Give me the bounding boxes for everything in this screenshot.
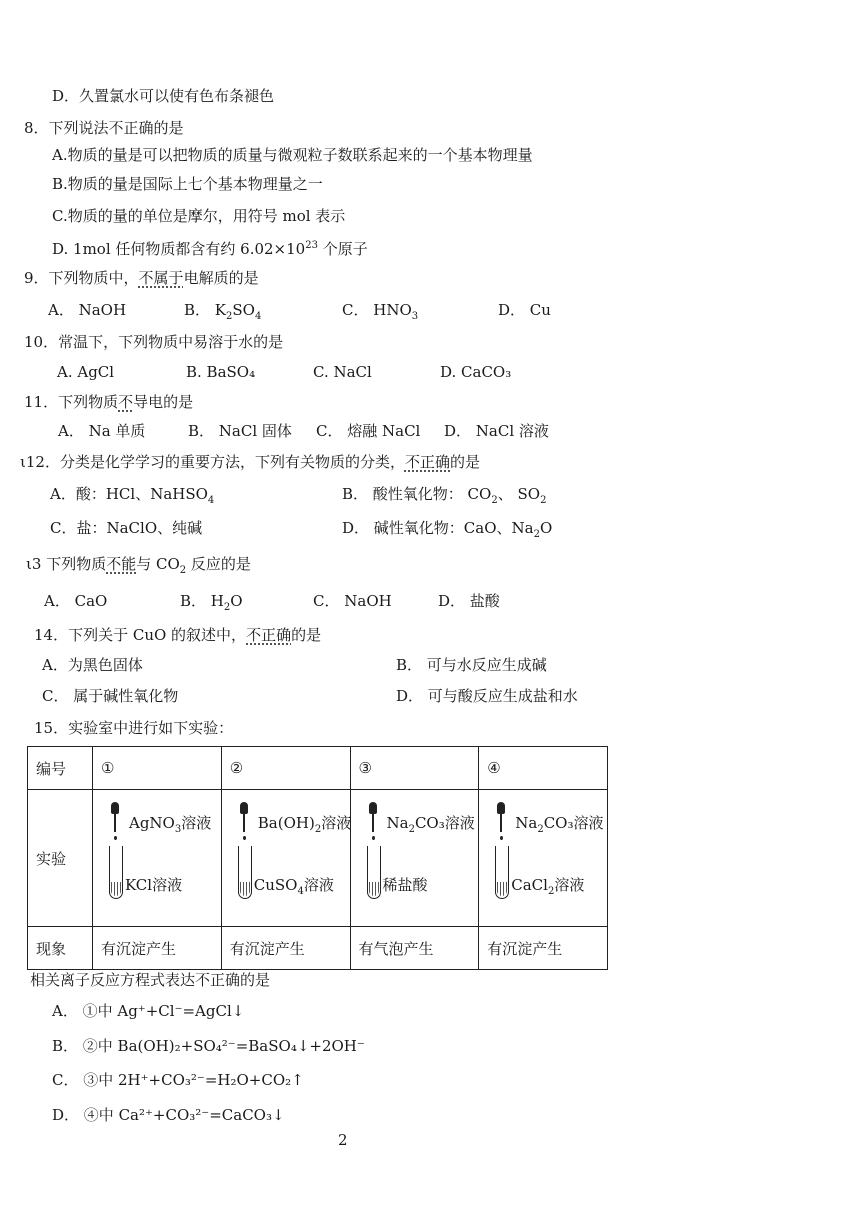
q9c-sub: 3: [411, 311, 419, 322]
drop-icon: [243, 836, 246, 840]
reagent-added: $Ba(OH)_2$溶液: [257, 814, 352, 835]
q9-pre: 9．下列物质中，: [24, 269, 139, 287]
q11-stem: [24, 392, 193, 412]
reagent-in-tube: CuSO$_4$溶液: [253, 876, 334, 897]
table-experiment-label: 实验: [28, 790, 93, 927]
experiment-cell-2: [221, 790, 350, 927]
phenomenon-2: 有沉淀产生: [221, 927, 350, 970]
experiment-cell-4: [479, 790, 608, 927]
q14-post: 的是: [291, 626, 322, 644]
q13b-sub: 2: [223, 602, 231, 613]
q9-option-c: [342, 300, 418, 327]
q13-option-c: C． NaOH: [313, 592, 392, 610]
q12-option-a: [50, 484, 214, 511]
q9c-pre: C． HNO: [342, 301, 412, 319]
table-row-header: [28, 747, 608, 790]
q8-option-a: A.物质的量是可以把物质的质量与微观粒子数联系起来的一个基本物理量: [52, 146, 533, 164]
reagent-in-tube: KCl溶液: [125, 876, 183, 894]
q11-post: 导电的是: [133, 393, 194, 411]
q8-option-c: C.物质的量的单位是摩尔，用符号 mol 表示: [52, 207, 346, 225]
test-tube-icon: [109, 846, 123, 899]
table-row-experiment: [28, 790, 608, 927]
q11-pre: 11．下列物质: [24, 393, 119, 411]
drop-icon: [114, 836, 117, 840]
experiment-cell-1: [93, 790, 222, 927]
q12-option-d: [342, 518, 552, 545]
q12b-mid: 、 SO: [497, 485, 541, 503]
q15-option-d: D． ④中 Ca²⁺+CO₃²⁻=CaCO₃↓: [52, 1106, 285, 1124]
q14-stem: [34, 625, 321, 645]
q13-sub: 2: [179, 565, 187, 576]
q12-option-b: [342, 484, 546, 511]
q9b-pre: B． K: [184, 301, 226, 319]
q11-option-d: D． NaCl 溶液: [444, 422, 549, 440]
q8-option-d: [52, 236, 368, 259]
dropper-icon: [498, 802, 504, 832]
q15-stem: 15．实验室中进行如下实验：: [34, 719, 234, 737]
q12d-post: O: [539, 519, 553, 537]
dropper-icon: [241, 802, 247, 832]
table-header-2: ②: [221, 747, 350, 790]
q10-option-a: A. AgCl: [57, 363, 115, 381]
table-header-label: 编号: [28, 747, 93, 790]
reagent-in-tube: CaCl$_2$溶液: [511, 876, 585, 897]
phenomenon-3: 有气泡产生: [350, 927, 479, 970]
test-tube-icon: [367, 846, 381, 899]
table-row-phenomenon: [28, 927, 608, 970]
q14-option-b: B． 可与水反应生成碱: [396, 656, 547, 674]
reagent-added: $Na_2CO_3$溶液: [386, 814, 475, 835]
q10-stem: 10．常温下，下列物质中易溶于水的是: [24, 333, 284, 351]
phenomenon-1: 有沉淀产生: [93, 927, 222, 970]
dropper-icon: [112, 802, 118, 832]
test-tube-icon: [238, 846, 252, 899]
q10-option-d: D. CaCO₃: [440, 363, 512, 381]
q13-option-b: [180, 591, 243, 618]
experiment-table: [27, 746, 608, 970]
q13-post: 反应的是: [186, 555, 251, 573]
q12-post: 的是: [450, 453, 481, 471]
q10-option-c: C. NaCl: [313, 363, 372, 381]
q12-emphasis: 不正确: [404, 453, 450, 471]
table-header-3: ③: [350, 747, 479, 790]
q13-option-d: D． 盐酸: [438, 592, 500, 610]
q9-post: 电解质的是: [183, 269, 259, 287]
experiment-cell-3: [350, 790, 479, 927]
q15-option-b: B． ②中 Ba(OH)₂+SO₄²⁻=BaSO₄↓+2OH⁻: [52, 1037, 365, 1055]
q12b-pre: B． 酸性氧化物： CO: [342, 485, 492, 503]
reagent-added: $Na_2CO_3$溶液: [515, 814, 604, 835]
test-tube-icon: [495, 846, 509, 899]
phenomenon-4: 有沉淀产生: [479, 927, 608, 970]
page-number: 2: [338, 1131, 348, 1149]
q13-option-a: A． CaO: [44, 592, 108, 610]
q14-option-d: D． 可与酸反应生成盐和水: [396, 687, 578, 705]
q12-pre: ι12．分类是化学学习的重要方法，下列有关物质的分类，: [20, 453, 405, 471]
q12d-sub: 2: [533, 529, 540, 540]
q7-option-d: D．久置氯水可以使有色布条褪色: [52, 87, 275, 105]
q14-option-c: C． 属于碱性氧化物: [42, 687, 179, 705]
table-header-1: ①: [93, 747, 222, 790]
q15-prompt: 相关离子反应方程式表达不正确的是: [30, 971, 271, 989]
table-header-4: ④: [479, 747, 608, 790]
q13b-pre: B． H: [180, 592, 224, 610]
q9b-sub2: 4: [254, 311, 262, 322]
q14-pre: 14．下列关于 CuO 的叙述中，: [34, 626, 247, 644]
q11-emphasis: 不: [118, 393, 134, 411]
q13-stem: [26, 554, 251, 581]
q12b-sub2: 2: [540, 495, 547, 506]
drop-icon: [372, 836, 375, 840]
dropper-icon: [370, 802, 376, 832]
q9-stem: [24, 268, 259, 288]
q9b-sub1: 2: [226, 311, 233, 322]
q13b-post: O: [230, 592, 243, 610]
q8d-exponent: 23: [305, 240, 318, 251]
q9-option-b: [184, 300, 261, 327]
q13-emphasis: 不能: [106, 555, 137, 573]
q12d-pre: D． 碱性氧化物：CaO、Na: [342, 519, 534, 537]
q8d-text: D. 1mol 任何物质都含有约 6.02×10: [52, 240, 306, 258]
q9-option-d: D． Cu: [498, 301, 551, 319]
q12-option-c: C．盐：NaClO、纯碱: [50, 519, 203, 537]
q10-option-b: B. BaSO₄: [186, 363, 256, 381]
q11-option-a: A． Na 单质: [58, 422, 146, 440]
q8-option-b: B.物质的量是国际上七个基本物理量之一: [52, 175, 323, 193]
q12b-sub1: 2: [491, 495, 498, 506]
reagent-added: AgNO$_3$溶液: [129, 814, 212, 835]
q15-option-a: A． ①中 Ag⁺+Cl⁻=AgCl↓: [52, 1002, 245, 1020]
q13-pre: ι3 下列物质: [26, 555, 107, 573]
q9-emphasis: 不属于: [138, 269, 184, 287]
q8d-suffix: 个原子: [317, 240, 368, 258]
q9b-mid: SO: [232, 301, 255, 319]
q14-emphasis: 不正确: [246, 626, 292, 644]
q15-option-c: C． ③中 2H⁺+CO₃²⁻=H₂O+CO₂↑: [52, 1071, 304, 1089]
q9-option-a: A． NaOH: [48, 301, 127, 319]
q11-option-c: C． 熔融 NaCl: [316, 422, 421, 440]
q13-mid: 与 CO: [136, 555, 180, 573]
q12-stem: [20, 452, 480, 472]
q11-option-b: B． NaCl 固体: [188, 422, 292, 440]
q12a-sub: 4: [207, 495, 215, 506]
q8-stem: 8．下列说法不正确的是: [24, 119, 184, 137]
table-phenomenon-label: 现象: [28, 927, 93, 970]
drop-icon: [500, 836, 503, 840]
reagent-in-tube: 稀盐酸: [382, 876, 428, 894]
q14-option-a: A．为黑色固体: [42, 656, 143, 674]
q12a-pre: A．酸：HCl、NaHSO: [50, 485, 208, 503]
